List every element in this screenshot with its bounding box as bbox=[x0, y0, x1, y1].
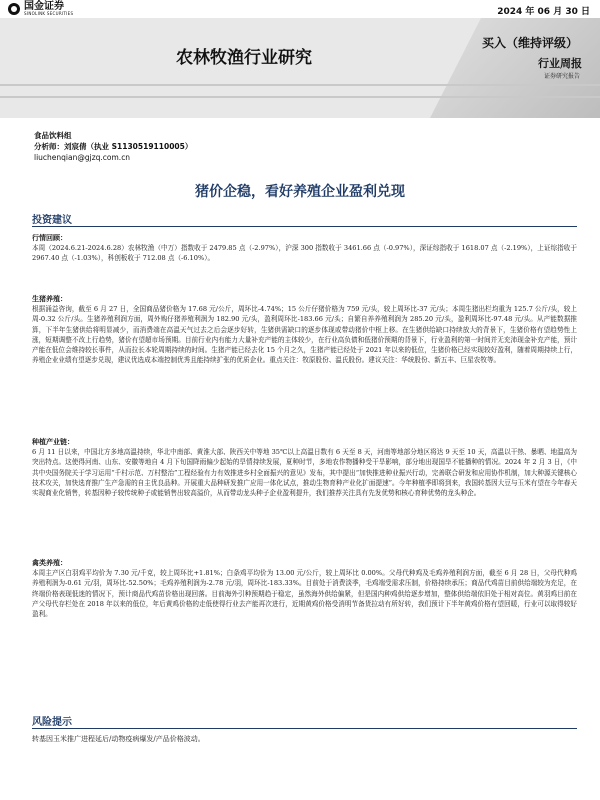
analyst-info bbox=[34, 130, 192, 163]
banner-stripe bbox=[0, 84, 600, 86]
company-logo bbox=[8, 0, 73, 18]
seed-section bbox=[32, 437, 577, 498]
seed-text: 6 月 11 日以来，中国北方多地高温持续，华北中南部、黄淮大部、陕西关中等地 35℃以上高温日数有 6 天至 8 天，河南等地部分地区将达 9 天至 10 天，高温以干热、暴晒、地温高为突出特点。这使得河南、山东、安徽等地自 4 月下旬国降雨偏少起始的旱情持续发展，夏种时节，多地农作物播种受干旱影响，部分地出现国旱不能播种的情况。2024 年 2 月 3 日，《中共中央国务院关于学习运用“千村示范、万村整治”工程经验有力有效推进乡村全面振兴的意见》发布，其中提出“加快推进种业振兴行动，完善联合研发和应用协作机制，加大种源关键核心技术攻关，加快选育推广生产急需的自主优良品种。开展重大品种研发推广应用一体化试点，推动生物育种产业化扩面提速”。今年种植季即将到来，我国转基因大豆与玉米有望在今年春天实现商业化销售，转基因种子较传统种子或能销售出较高溢价，从而带动龙头种子企业盈利提升，我们推荐关注具有先发优势和核心育种优势的龙头种企。 bbox=[32, 448, 577, 498]
header-banner bbox=[0, 0, 600, 118]
poultry-section bbox=[32, 558, 577, 619]
rating-label: 买入（维持评级） bbox=[481, 36, 578, 50]
headline: 猪价企稳，看好养殖企业盈利兑现 bbox=[195, 184, 405, 200]
report-title: 农林牧渔行业研究 bbox=[176, 48, 312, 68]
invest-heading: 投资建议 bbox=[32, 215, 72, 226]
report-type: 行业周报 bbox=[538, 57, 582, 70]
report-subtitle: 证券研究报告 bbox=[543, 73, 580, 80]
report-date: 2024 年 06 月 30 日 bbox=[497, 7, 590, 17]
team-name: 食品饮料组 bbox=[34, 131, 72, 140]
seed-label: 种植产业链： bbox=[32, 438, 74, 446]
pig-label: 生猪养殖： bbox=[32, 295, 67, 303]
logo-name-cn: 国金证券 bbox=[24, 1, 64, 12]
logo-icon bbox=[8, 3, 20, 15]
analyst-name: 分析师：刘宸倩（执业 S1130519110005） bbox=[34, 142, 193, 151]
risk-text: 转基因玉米推广进程延后/动物疫病爆发/产品价格波动。 bbox=[32, 735, 205, 743]
pig-text: 根据涌益咨询，截至 6 月 27 日，全国商品猪价格为 17.68 元/公斤，周环比-4.74%；15 公斤仔猪价格为 759 元/头，较上周环比-37 元/头；本周生猪出栏均重为 125.7 公斤/头，较上周-0.32 公斤/头。生猪养殖利润方面，周外购仔猪养殖利润为 182.90 元/头，盈利周环比-183.66 元/头；自繁自养养殖利润为 285.20 元/头，盈利周环比-97.48 元/头。从产能数据推算，下半年生猪供给将明显减少，而消费端在高温天气过去之后会逐步好转，生猪供需缺口的逐步体现或带动猪价中枢上移。在生猪供给缺口持续放大的背景下，生猪价格有望趋势性上涨，短期调整不改上行趋势，猪价有望超市场预期。目前行业内有能力大量补充产能的主体较少，在行业高负债和低猪价预期的背景下，行业盈利的第一时间并无充沛现金补充产能，预计产能在低位会维持较长事件，从而拉长本轮周期持续的时间。生猪产能已经去化 15 个月之久，生猪产能已经处于 2021 年以来的低位，生猪价格已经实现较好盈利，随着周期持续上行，养殖企业业绩有望逐步兑现，建议优选成本端控制优秀且能持续扩张的优质企业。重点关注：牧原股份、温氏股份。建议关注：华统股份、新五丰、巨星农牧等。 bbox=[32, 305, 577, 365]
logo-name-en: SINOLINK SECURITIES bbox=[24, 11, 74, 16]
analyst-email: liuchenqian@gjzq.com.cn bbox=[34, 153, 131, 162]
banner-stripe bbox=[0, 96, 600, 98]
risk-heading: 风险提示 bbox=[32, 717, 72, 728]
market-text: 本周（2024.6.21-2024.6.28）农林牧渔（中万）指数收于 2479.85 点（-2.97%），沪深 300 指数收于 3461.66 点（-0.97%），深证综指收于 1618.07 点（-2.19%），上证综指收于 2967.40 点（-1.03%），科创板收于 712.08 点（-6.10%）。 bbox=[32, 244, 577, 263]
poultry-text: 本周主产区白羽鸡平均价为 7.30 元/千克，较上周环比+1.81%；白条鸡平均价为 13.00 元/公斤，较上周环比 0.00%。父母代种鸡及毛鸡养殖利润方面，截至 6 月 28 日，父母代种鸡养殖利润为-0.61 元/羽，周环比-52.50%；毛鸡养殖利润为-2.78 元/羽，周环比-183.33%。目前处于消费淡季，毛鸡端受需求压制，价格持续承压；商品代鸡苗目前供给端较为充足，在终端价格表现低迷的情况下，预计商品代鸡苗价格出现回落。目前海外引种预期趋于稳定，虽然海外供给偏紧，但是国内种鸡供给逐步增加，整体供给端依旧处于相对高位。黄羽鸡目前在产父母代存栏处在 2018 年以来的低位，年后黄鸡价格的走低使得行业去产能再次进行，近期黄鸡价格受消明节备货拉动有所好转，我们预计下半年黄鸡价格有望回暖，行业可以取得较好盈利。 bbox=[32, 569, 577, 619]
market-review bbox=[32, 233, 577, 264]
section-rule bbox=[32, 728, 577, 729]
poultry-label: 禽类养殖： bbox=[32, 559, 67, 567]
pig-section bbox=[32, 294, 577, 365]
market-label: 行情回顾： bbox=[32, 234, 67, 242]
section-rule bbox=[32, 226, 577, 227]
